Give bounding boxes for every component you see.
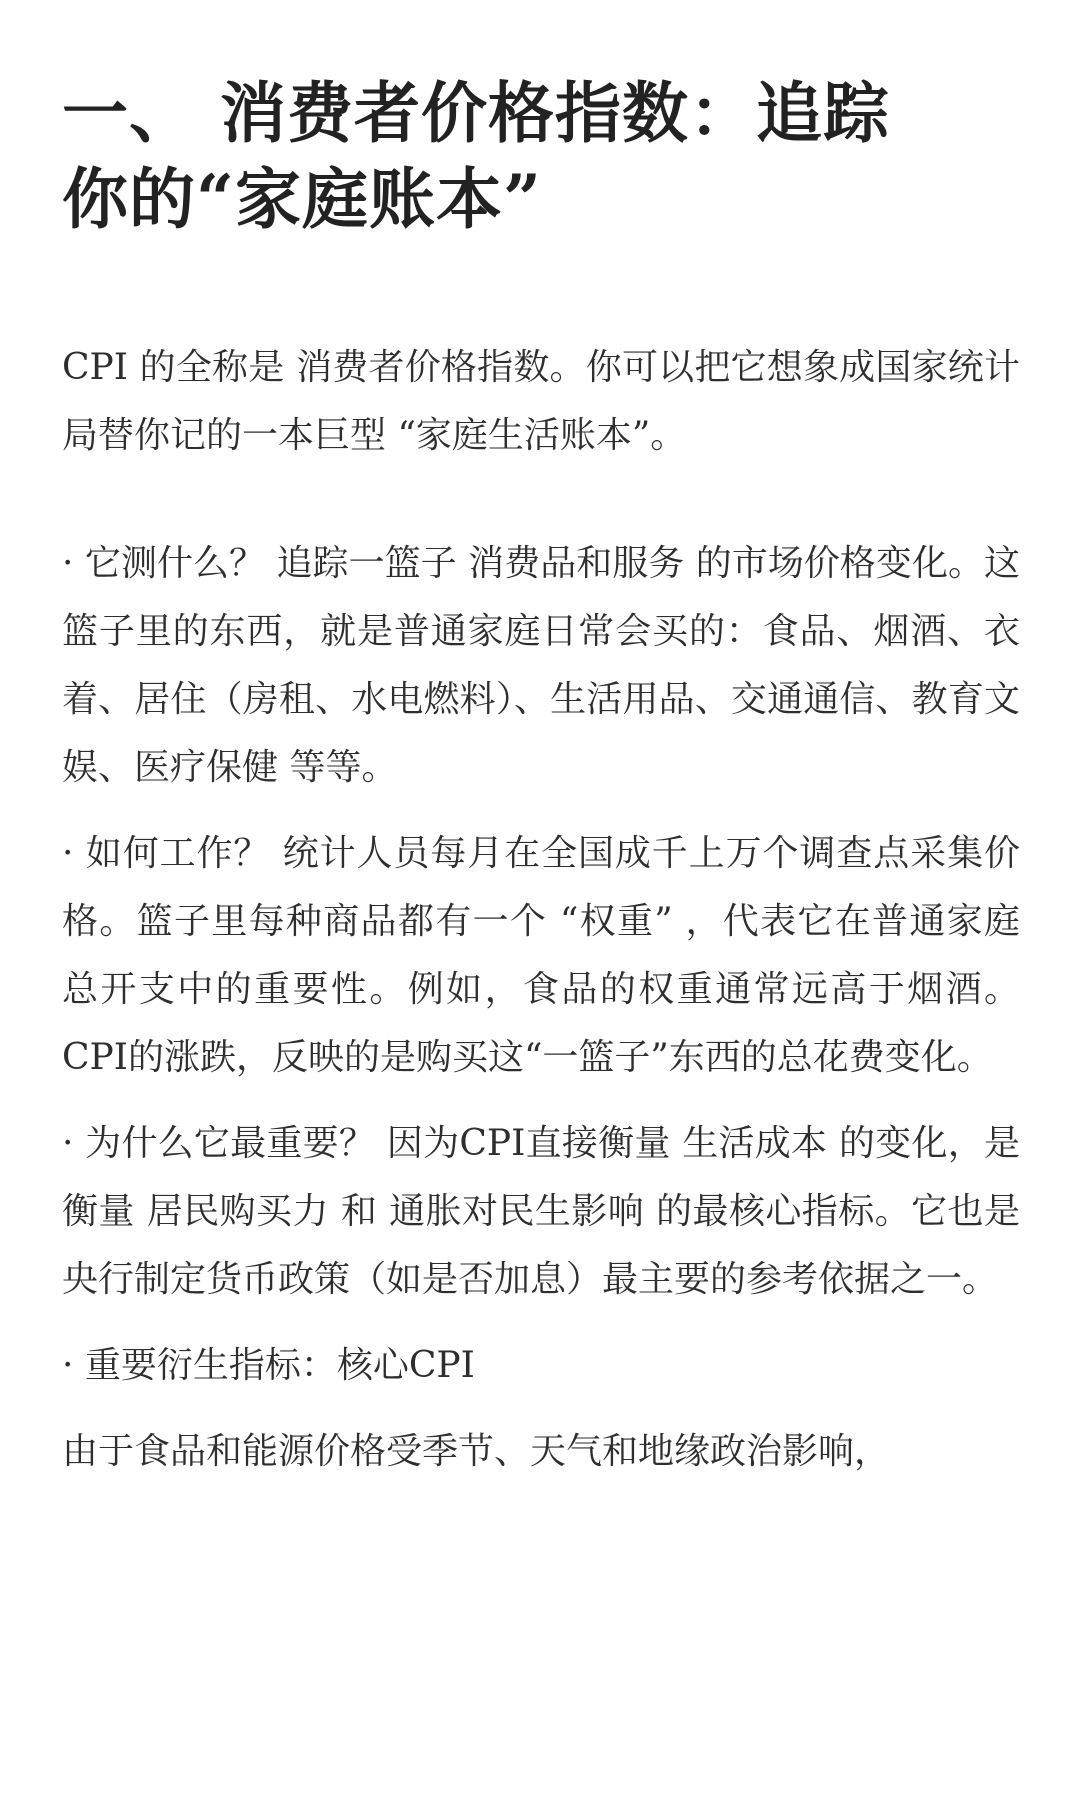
how-it-works-paragraph: · 如何工作？ 统计人员每月在全国成千上万个调查点采集价格。篮子里每种商品都有一个 “权重” ，代表它在普通家庭总开支中的重要性。例如，食品的权重通常远高于烟酒。CPI的涨跌，反映的是购买这“一篮子”东西的总花费变化。 bbox=[62, 833, 1020, 1078]
article-title-line-1: 一、 消费者价格指数：追踪 bbox=[62, 74, 890, 152]
why-it-matters-paragraph: · 为什么它最重要？ 因为CPI直接衡量 生活成本 的变化，是衡量 居民购买力 和 通胀对民生影响 的最核心指标。它也是央行制定货币政策（如是否加息）最主要的参考依据之一。 bbox=[62, 1123, 1020, 1300]
article-title bbox=[62, 70, 1020, 242]
intro-paragraph: CPI 的全称是 消费者价格指数。你可以把它想象成国家统计局替你记的一本巨型 “家庭生活账本”。 bbox=[62, 347, 1020, 456]
article-title-line-2: 你的“家庭账本” bbox=[62, 160, 542, 238]
what-it-measures-paragraph: · 它测什么？ 追踪一篮子 消费品和服务 的市场价格变化。这篮子里的东西，就是普通家庭日常会买的：食品、烟酒、衣着、居住（房租、水电燃料）、生活用品、交通通信、教育文娱、医疗保健 等等。 bbox=[62, 543, 1020, 788]
core-cpi-heading: · 重要衍生指标：核心CPI bbox=[62, 1345, 475, 1386]
core-cpi-paragraph: 由于食品和能源价格受季节、天气和地缘政治影响， bbox=[62, 1431, 891, 1472]
